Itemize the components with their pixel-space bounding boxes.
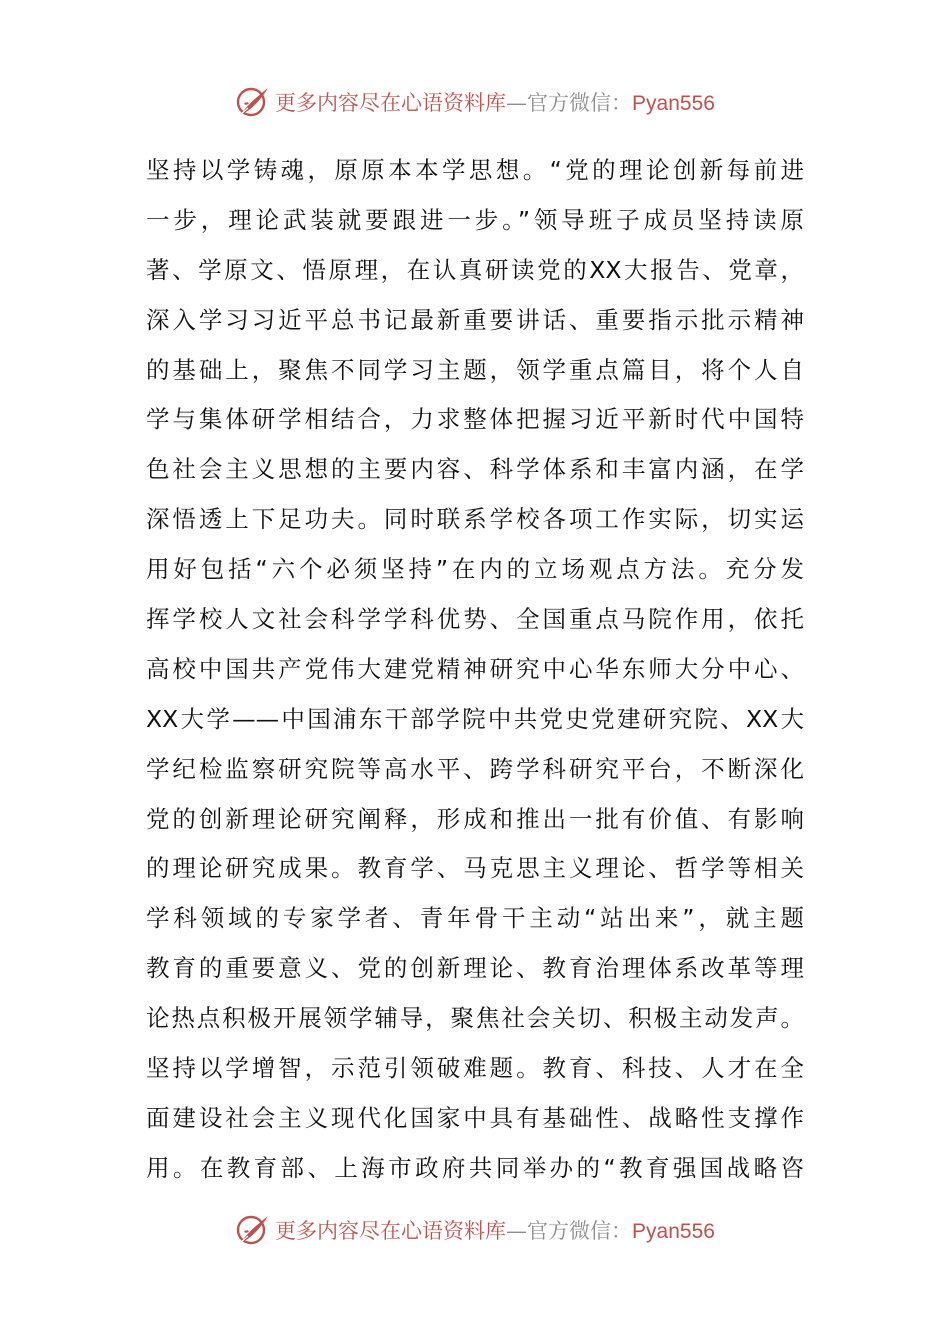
text-line: 用好包括“六个必须坚持”在内的立场观点方法。充分发 [146, 555, 804, 584]
text-line: 论热点积极开展领学辅导，聚焦社会关切、积极主动发声。 [146, 1004, 804, 1033]
wechat-id: Pyan556 [632, 92, 715, 115]
text-line: 一步，理论武装就要跟进一步。”领导班子成员坚持读原 [146, 205, 804, 234]
text-line: 深悟透上下足功夫。同时联系学校各项工作实际，切实运 [146, 505, 804, 534]
header-watermark-banner [0, 82, 950, 122]
text-line: 的基础上，聚焦不同学习主题，领学重点篇目，将个人自 [146, 355, 804, 384]
wechat-id: Pyan556 [632, 1220, 715, 1243]
site-name: 更多内容尽在心语资料库 [275, 1219, 507, 1243]
text-line: 坚持以学增智，示范引领破难题。教育、科技、人才在全 [146, 1054, 804, 1083]
text-line: 深入学习习近平总书记最新重要讲话、重要指示批示精神 [146, 305, 804, 334]
quill-logo-icon [235, 1212, 271, 1248]
text-line: 高校中国共产党伟大建党精神研究中心华东师大分中心、 [146, 654, 804, 683]
document-body [146, 146, 804, 1194]
separator: — [506, 91, 528, 115]
quill-logo-icon [235, 84, 271, 120]
text-line: 用。在教育部、上海市政府共同举办的“教育强国战略咨 [146, 1153, 804, 1182]
footer-watermark-banner [0, 1210, 950, 1250]
text-line: 色社会主义思想的主要内容、科学体系和丰富内涵，在学 [146, 455, 804, 484]
text-line: 学与集体研学相结合，力求整体把握习近平新时代中国特 [146, 405, 804, 434]
site-name: 更多内容尽在心语资料库 [275, 91, 507, 115]
wechat-label: 官方微信： [527, 91, 633, 115]
watermark-text [275, 1215, 715, 1245]
text-line: 著、学原文、悟原理，在认真研读党的XX大报告、党章， [146, 255, 804, 284]
text-line: 党的创新理论研究阐释，形成和推出一批有价值、有影响 [146, 804, 804, 833]
wechat-label: 官方微信： [527, 1219, 633, 1243]
text-line: XX大学——中国浦东干部学院中共党史党建研究院、XX大 [146, 704, 804, 733]
text-line: 教育的重要意义、党的创新理论、教育治理体系改革等理 [146, 954, 804, 983]
text-line: 的理论研究成果。教育学、马克思主义理论、哲学等相关 [146, 854, 804, 883]
text-line: 学纪检监察研究院等高水平、跨学科研究平台，不断深化 [146, 754, 804, 783]
text-line: 挥学校人文社会科学学科优势、全国重点马院作用，依托 [146, 605, 804, 634]
watermark-text [275, 87, 715, 117]
separator: — [506, 1219, 528, 1243]
text-line: 坚持以学铸魂，原原本本学思想。“党的理论创新每前进 [146, 156, 804, 184]
text-line: 学科领域的专家学者、青年骨干主动“站出来”，就主题 [146, 904, 804, 933]
text-line: 面建设社会主义现代化国家中具有基础性、战略性支撑作 [146, 1103, 804, 1132]
